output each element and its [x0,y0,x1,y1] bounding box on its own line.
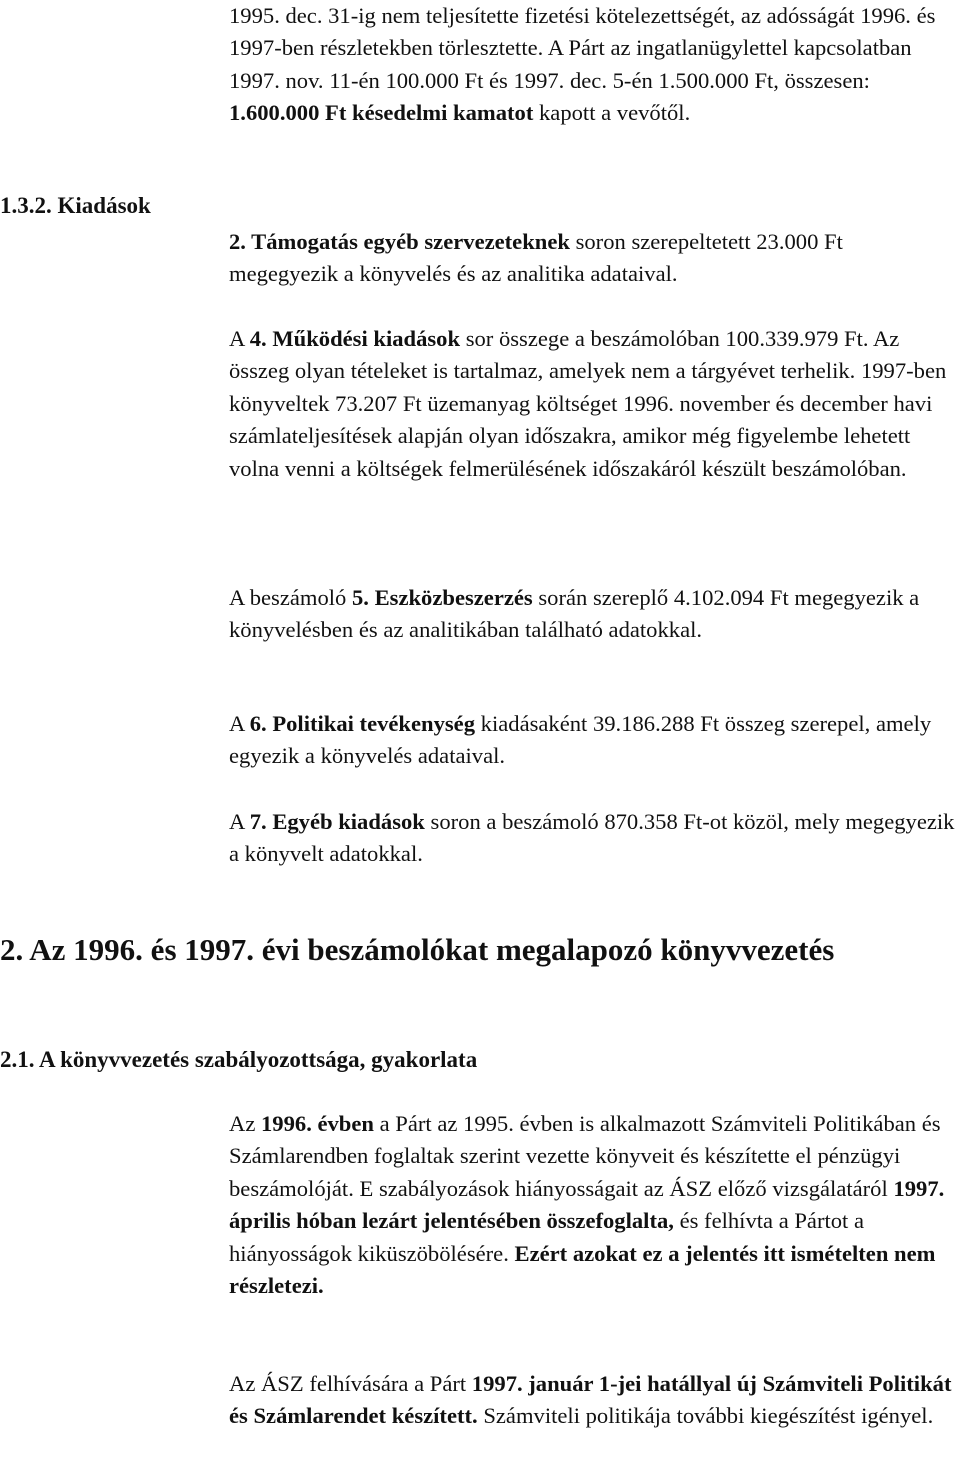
bold-text: 1996. évben [261,1111,374,1136]
paragraph-text: során szereplő 4.102.094 Ft megegyezik a könyvelésben és az analitikában található adatokkal. [229,585,920,643]
paragraph-text: soron szerepeltetett 23.000 Ft megegyezik a könyvelés és az analitika adataival. [229,229,843,287]
section-heading-kiadasok: 1.3.2. Kiadások [0,193,151,218]
paragraph-text: soron a beszámoló 870.358 Ft-ot közöl, mely megegyezik a könyvelt adatokkal. [229,809,955,867]
paragraph-text: a Párt az 1995. évben is alkalmazott Számviteli Politikában és Számlarendben foglaltak szerint vezette könyveit és készítette el pénzügyi beszámolóját. E szabályozások hiányosságait az ÁSZ előző vizsgálatáról [229,1111,941,1201]
paragraph-asset-purchase [229,582,957,647]
paragraph-other-expenses [229,806,957,871]
paragraph-text: és felhívta a Pártot a hiányosságok kiküszöbölésére. [229,1208,865,1266]
bold-text: 4. Működési kiadások [249,326,461,351]
paragraph-new-policy [229,1368,957,1433]
paragraph-support-orgs [229,226,957,291]
paragraph-text: A beszámoló [229,585,352,610]
section-heading-regulation: 2.1. A könyvvezetés szabályozottsága, gyakorlata [0,1047,478,1072]
paragraph-text: A [229,711,250,736]
paragraph-text: sor összege a beszámolóban 100.339.979 Ft. Az összeg olyan tételeket is tartalmaz, amelyek nem a tárgyévet terhelik. 1997-ben könyveltek 73.207 Ft üzemanyag költséget 1996. november és december havi számlateljesítések alapján olyan időszakra, amikor még figyelembe lehetett volna venni a költségek felmerülésének időszakáról készült beszámolóban. [229,326,947,481]
paragraph-political-activity [229,708,957,773]
paragraph-text: Az [229,1111,261,1136]
paragraph-text: Számviteli politikája további kiegészítést igényel. [477,1403,934,1429]
bold-text: 1.600.000 Ft késedelmi kamatot [229,100,534,126]
paragraph-late-payment [229,0,957,130]
bold-text: 6. Politikai tevékenység [249,711,476,736]
bold-text: 2. Támogatás egyéb szervezeteknek [229,229,570,254]
bold-text: 5. Eszközbeszerzés [352,585,533,610]
paragraph-text: kiadásaként 39.186.288 Ft összeg szerepel, amely egyezik a könyvelés adataival. [229,711,932,769]
chapter-heading-bookkeeping: 2. Az 1996. és 1997. évi beszámolókat megalapozó könyvvezetés [0,932,835,967]
bold-text: 7. Egyéb kiadások [249,809,425,834]
paragraph-text: A [229,326,250,351]
paragraph-1996-accounting [229,1108,957,1302]
bold-text: 1997. április hóban lezárt jelentésében összefoglalta, [229,1175,945,1234]
paragraph-text: 1995. dec. 31-ig nem teljesítette fizetési kötelezettségét, az adósságát 1996. és 1997-ben részletekben törlesztette. A Párt az ingatlanügylettel kapcsolatban 1997. nov. 11-én 100.000 Ft és 1997. dec. 5-én 1.500.000 Ft, összesen: [229,3,936,93]
bold-text: Ezért azokat ez a jelentés itt ismételten nem részletezi. [229,1240,936,1299]
paragraph-operating-expenses [229,323,957,485]
paragraph-text: A [229,809,250,834]
bold-text: 1997. január 1-jei hatállyal új Számviteli Politikát és Számlarendet készített. [229,1371,952,1429]
paragraph-text: Az ÁSZ felhívására a Párt [229,1371,472,1396]
paragraph-text: kapott a vevőtől. [533,100,691,126]
